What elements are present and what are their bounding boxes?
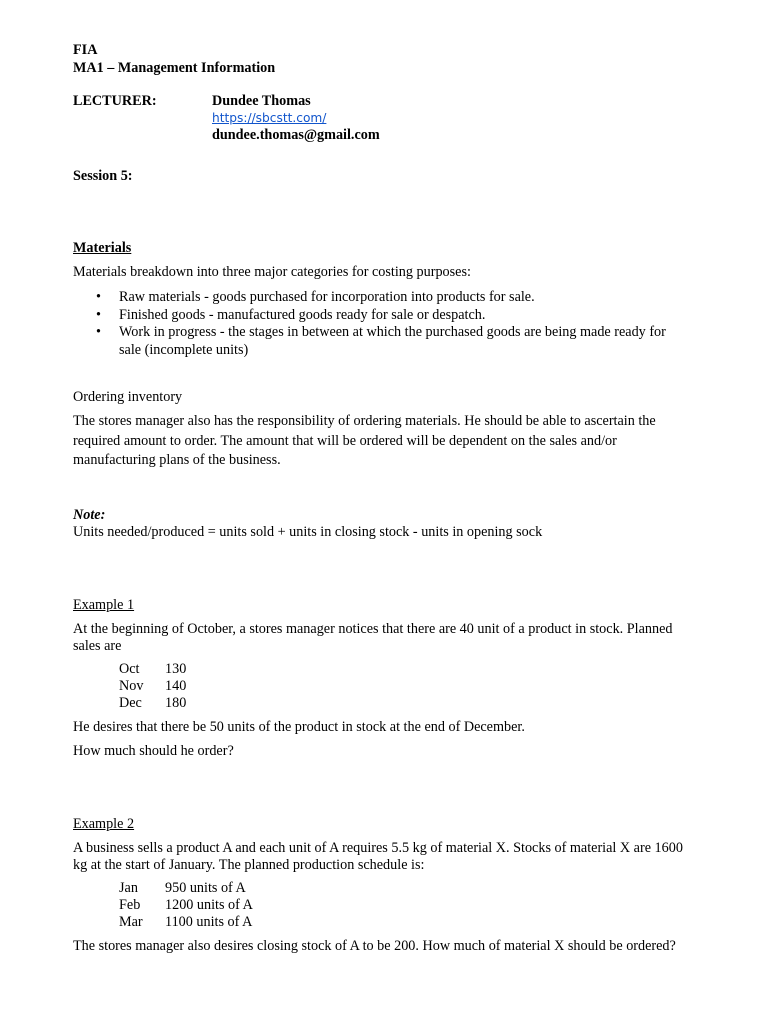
- ordering-heading: Ordering inventory: [73, 389, 183, 405]
- example2-question: The stores manager also desires closing stock of A to be 200. How much of material X should be ordered?: [73, 938, 676, 954]
- schedule-value: 180: [165, 694, 187, 711]
- example2-text: A business sells a product A and each unit of A requires 5.5 kg of material X. Stocks of material X are 1600 kg at the start of January. The planned production schedule is:: [73, 840, 683, 873]
- list-item: • Finished goods - manufactured goods ready for sale or despatch.: [96, 307, 686, 325]
- materials-list: [96, 289, 686, 359]
- list-item: • Work in progress - the stages in between at which the purchased goods are being made ready for sale (incomplete units): [96, 324, 686, 359]
- example1-question: How much should he order?: [73, 743, 234, 759]
- example1-heading: Example 1: [73, 597, 135, 613]
- session-label: Session 5:: [73, 168, 133, 184]
- schedule-month: Mar: [119, 913, 143, 930]
- lecturer-email: dundee.thomas@gmail.com: [212, 127, 380, 143]
- example2-heading: Example 2: [73, 816, 135, 832]
- website-link[interactable]: https://sbcstt.com/: [212, 111, 327, 125]
- lecturer-name: Dundee Thomas: [212, 93, 311, 109]
- schedule-value: 1100 units of A: [165, 913, 253, 930]
- schedule-row: [119, 695, 186, 712]
- schedule-row: [119, 678, 186, 695]
- materials-heading: Materials: [73, 240, 132, 256]
- schedule-row: [119, 914, 253, 931]
- schedule-month: Oct: [119, 661, 140, 677]
- schedule-month: Feb: [119, 896, 141, 913]
- course-title: MA1 – Management Information: [73, 60, 276, 76]
- schedule-month: Dec: [119, 694, 142, 711]
- note-label: Note:: [73, 507, 106, 523]
- schedule-value: 140: [165, 677, 187, 694]
- schedule-row: [119, 897, 253, 914]
- materials-intro: Materials breakdown into three major categories for costing purposes:: [73, 264, 471, 280]
- schedule-value: 950 units of A: [165, 880, 246, 896]
- example1-text: At the beginning of October, a stores manager notices that there are 40 unit of a product in stock. Planned sales are: [73, 621, 673, 654]
- example1-schedule: [119, 661, 186, 711]
- schedule-row: [119, 880, 253, 897]
- course-code: FIA: [73, 42, 98, 58]
- schedule-value: 130: [165, 661, 187, 677]
- lecturer-label: LECTURER:: [73, 93, 157, 109]
- schedule-value: 1200 units of A: [165, 896, 253, 913]
- schedule-month: Jan: [119, 880, 138, 896]
- ordering-paragraph: The stores manager also has the responsibility of ordering materials. He should be able to ascertain the required amount to order. The amount that will be ordered will be dependent on the sales and/or manufacturing plans of the business.: [73, 413, 656, 468]
- schedule-row: [119, 661, 186, 678]
- schedule-month: Nov: [119, 677, 144, 694]
- list-item: • Raw materials - goods purchased for incorporation into products for sale.: [96, 289, 686, 307]
- note-formula: Units needed/produced = units sold + units in closing stock - units in opening sock: [73, 524, 543, 540]
- example2-schedule: [119, 880, 253, 930]
- example1-desire: He desires that there be 50 units of the product in stock at the end of December.: [73, 719, 525, 735]
